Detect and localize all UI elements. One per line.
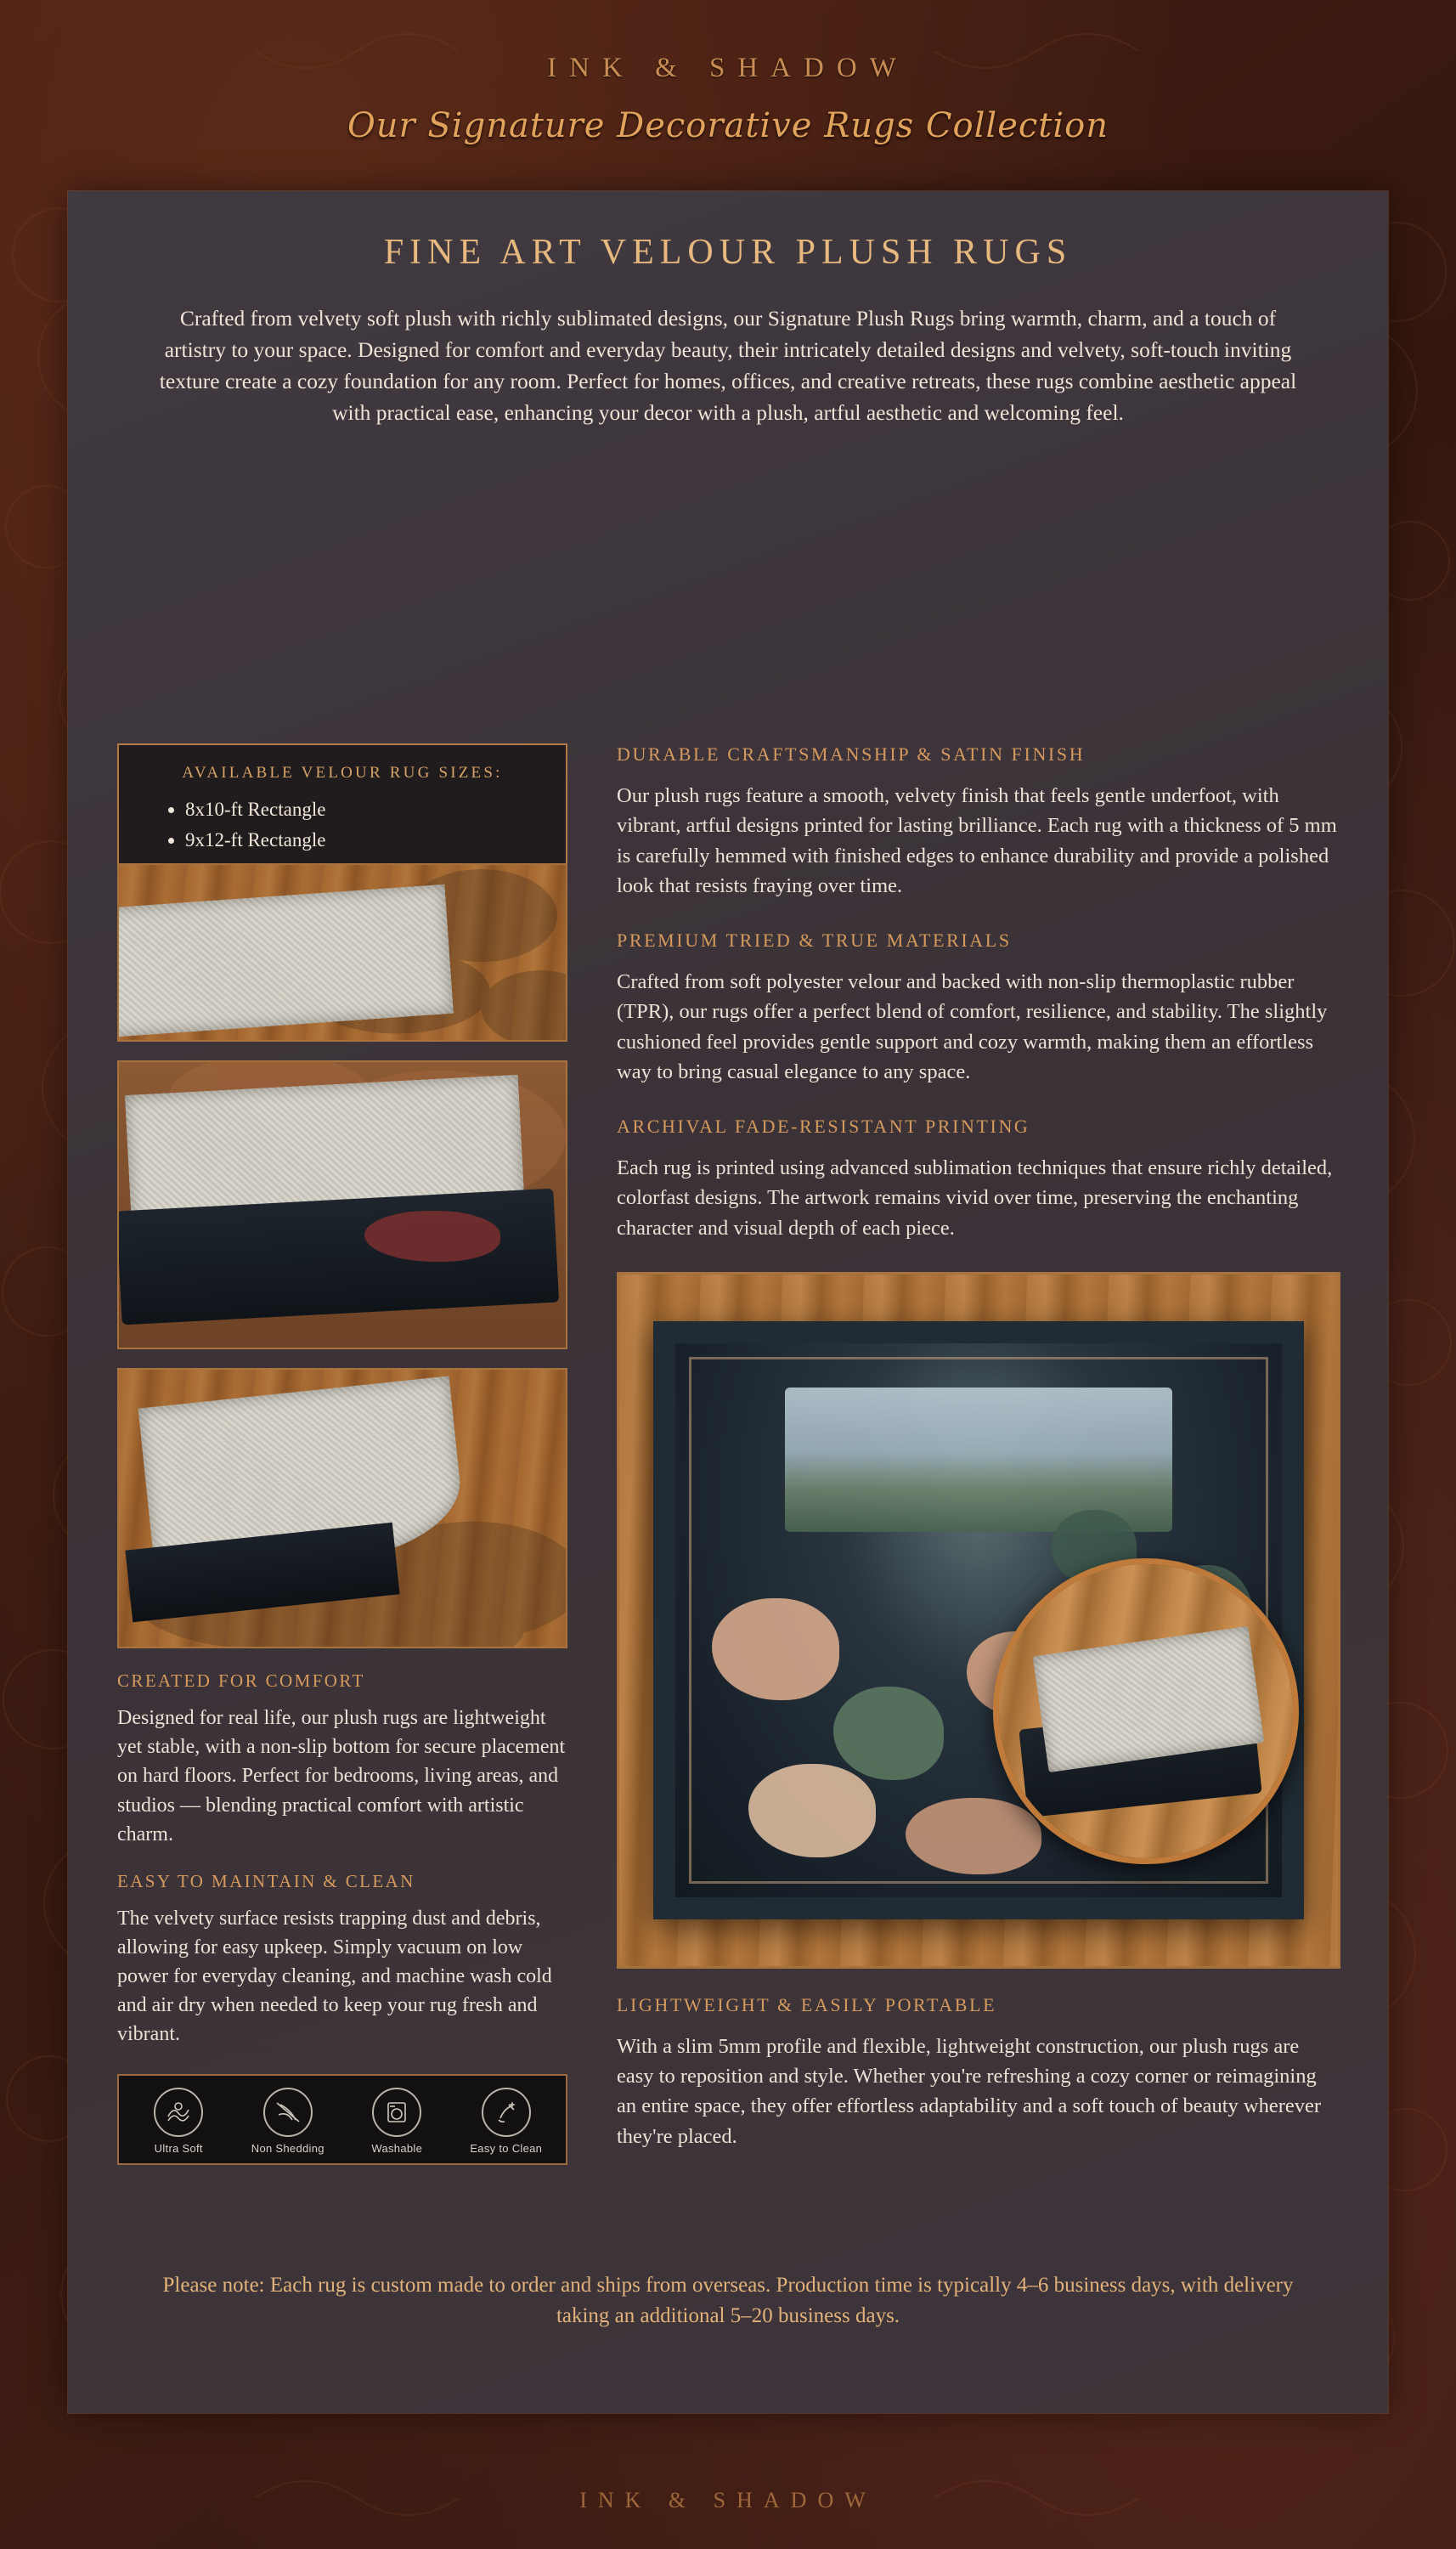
- page-title: FINE ART VELOUR PLUSH RUGS: [383, 233, 1073, 272]
- intro-paragraph: Crafted from velvety soft plush with richly sublimated designs, our Signature Plush Rugs bring warmth, charm, and a touch of artistry to your space. Designed for comfort and everyday beauty, their intricately detailed designs and velvety, soft-touch inviting texture create a cozy foundation for any room. Perfect for homes, offices, and creative retreats, these rugs combine aesthetic appeal with practical ease, enhancing your decor with a plush, artful aesthetic and welcoming feel.: [159, 306, 1297, 425]
- section-body-created-for-comfort: Designed for real life, our plush rugs are lightweight yet stable, with a non-slip bottom for secure placement on hard floors. Perfect for bedrooms, living areas, and studios — blending practical comfort with artistic charm.: [117, 1707, 566, 1845]
- available-sizes-box: [117, 743, 567, 879]
- feature-label: Non Shedding: [251, 2142, 324, 2156]
- available-sizes-title: AVAILABLE VELOUR RUG SIZES:: [182, 764, 503, 782]
- list-item: • 9x12-ft Rectangle: [185, 825, 544, 856]
- collection-tagline: Our Signature Decorative Rugs Collection: [347, 106, 1109, 145]
- section-body-durable-craftsmanship: Our plush rugs feature a smooth, velvety finish that feels gentle underfoot, with vibrant, artful designs printed for lasting brilliance. Each rug with a thickness of 5 mm is carefully hemmed with finished edges to enhance durability and provide a polished look that resists fraying over time.: [617, 784, 1337, 897]
- available-sizes-list: [141, 794, 544, 855]
- section-heading-archival-printing: ARCHIVAL FADE-RESISTANT PRINTING: [617, 1116, 1030, 1138]
- feature-label: Easy to Clean: [470, 2142, 543, 2156]
- easy-to-clean-icon: [482, 2088, 531, 2137]
- right-column: [617, 743, 1340, 2151]
- feature-non-shedding: [234, 2088, 343, 2155]
- section-body-easy-to-maintain: The velvety surface resists trapping dust and debris, allowing for easy upkeep. Simply vacuum on low power for everyday cleaning, and machine wash cold and air dry when needed to keep your rug fresh and vibrant.: [117, 1907, 552, 2045]
- feature-washable: [342, 2088, 452, 2155]
- section-body-lightweight-portable: With a slim 5mm profile and flexible, lightweight construction, our plush rugs are easy to reposition and style. Whether you're refreshing a cozy corner or reimagining an entire space, they offer effortless adaptability and a soft touch of beauty wherever they're placed.: [617, 2034, 1322, 2148]
- brand-wordmark-bottom: INK & SHADOW: [579, 2488, 877, 2512]
- feature-label: Ultra Soft: [154, 2142, 203, 2156]
- product-photo-folded-corner: [117, 1060, 567, 1349]
- section-body-premium-materials: Crafted from soft polyester velour and backed with non-slip thermoplastic rubber (TPR), our rugs offer a perfect blend of comfort, resilience, and stability. The slightly cushioned feel provides gentle support and cozy warmth, making them an effortless way to bring casual elegance to any space.: [617, 970, 1328, 1083]
- section-heading-premium-materials: PREMIUM TRIED & TRUE MATERIALS: [617, 930, 1012, 952]
- ultra-soft-icon: [154, 2088, 203, 2137]
- product-photo-rug-flipped: [117, 1368, 567, 1648]
- washable-icon: [372, 2088, 421, 2137]
- section-heading-easy-to-maintain: EASY TO MAINTAIN & CLEAN: [117, 1870, 415, 1891]
- section-heading-created-for-comfort: CREATED FOR COMFORT: [117, 1670, 365, 1692]
- section-body-archival-printing: Each rug is printed using advanced sublimation techniques that ensure richly detailed, colorfast designs. The artwork remains vivid over time, preserving the enchanting character and visual depth of each piece.: [617, 1156, 1333, 1240]
- feature-easy-to-clean: [452, 2088, 562, 2155]
- feature-ultra-soft: [124, 2088, 234, 2155]
- inset-detail-mirror: [993, 1558, 1299, 1864]
- brochure-panel: [68, 191, 1388, 2413]
- left-column: [117, 743, 567, 2165]
- feature-label: Washable: [371, 2142, 423, 2156]
- section-heading-durable-craftsmanship: DURABLE CRAFTSMANSHIP & SATIN FINISH: [617, 743, 1086, 765]
- production-note: Please note: Each rug is custom made to order and ships from overseas. Production time is typically 4–6 business days, with delivery taking an additional 5–20 business days.: [162, 2273, 1294, 2327]
- list-item: • 8x10-ft Rectangle: [185, 794, 544, 825]
- brand-wordmark-top: INK & SHADOW: [547, 53, 909, 83]
- section-heading-lightweight-portable: LIGHTWEIGHT & EASILY PORTABLE: [617, 1993, 997, 2015]
- feature-icons-strip: [117, 2074, 567, 2165]
- non-shedding-icon: [263, 2088, 313, 2137]
- hero-product-photo: [617, 1272, 1340, 1969]
- product-photo-rug-backing: [117, 863, 567, 1042]
